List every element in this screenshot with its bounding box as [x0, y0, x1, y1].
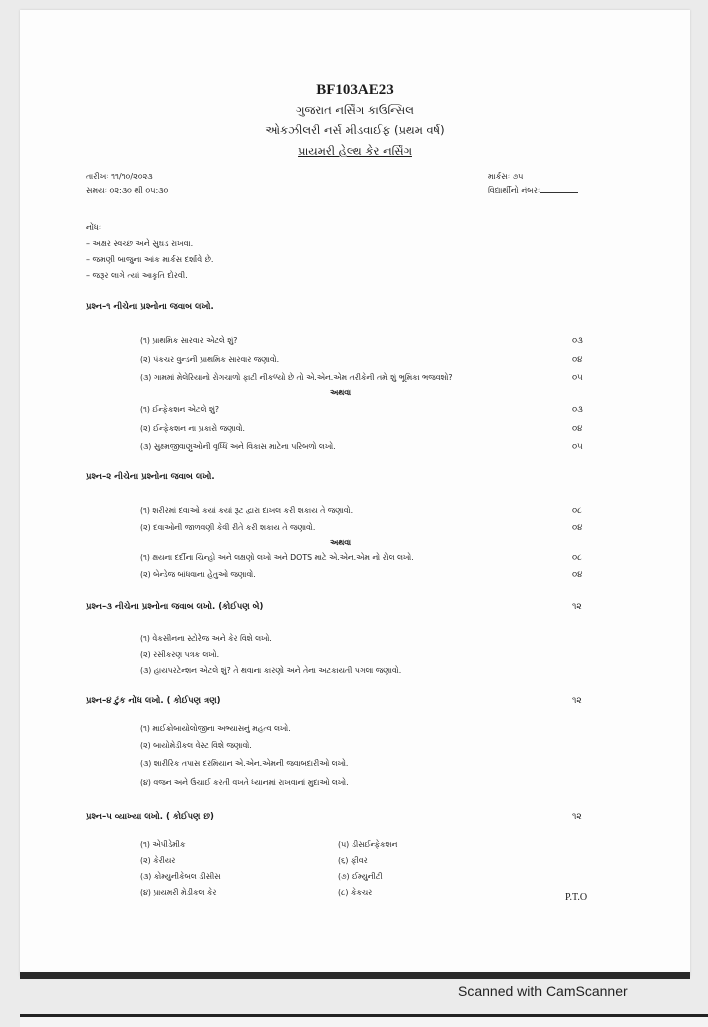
definition-term: (૩) કોમ્યુનીકેબલ ડીસીસ [140, 872, 221, 881]
definition-term: (૨) કેરીયર [140, 856, 176, 865]
note-item: – જરૂર લાગે ત્યાં આકૃતિ દોરવી. [86, 271, 188, 280]
question: (૨) બાયોમેડીકલ વેસ્ટ વિશે જણાવો. [140, 741, 252, 750]
question-marks: ૦૮ [572, 553, 582, 563]
section-marks: ૧૨ [572, 812, 582, 822]
question-marks: ૦૪ [572, 424, 583, 434]
definition-term: (૪) પ્રાયમરી મેડીકલ કેર [140, 888, 217, 897]
course-title: ઓકઝીલરી નર્સ મીડવાઈફ (પ્રથમ વર્ષ) [265, 123, 445, 137]
section-2-title: પ્રશ્ન–૨ નીચેના પ્રશ્નોના જવાબ લખો. [86, 472, 215, 482]
exam-date: તારીખઃ ૧૧/૧૦/૨૦૨૩ [86, 172, 153, 181]
note-item: – અક્ષર સ્વચ્છ અને સુઘડ રાખવા. [86, 239, 194, 248]
question: (૧) શરીરમાં દવાઓ કયાં કયાં રૂટ દ્વારા દાખલ કરી શકાય તે જણાવો. [140, 506, 354, 515]
question: (૧) માઈક્રોબાયોલોજીના અભ્યાસનું મહત્વ લખો. [140, 724, 291, 733]
notes-title: નોંધઃ [86, 223, 102, 232]
question: (૩) ગામમાં મેલેરિયાનો રોગચાળો ફાટી નીકળ્યો છે તો એ.એન.એમ તરીકેની તમે શું ભૂમિકા ભજવશો? [140, 373, 453, 382]
section-4-title: પ્રશ્ન–૪ ટુંક નોંધ લખો. ( કોઈપણ ત્રણ) [86, 696, 221, 706]
question: (૧) ઈન્ફેકશન એટલે શું? [140, 405, 219, 414]
section-marks: ૧૨ [572, 696, 582, 706]
section-3-title: પ્રશ્ન–૩ નીચેના પ્રશ્નોના જવાબ લખો. (કોઈપણ બે) [86, 602, 264, 612]
question-marks: ૦૫ [572, 442, 583, 452]
question-marks: ૦૩ [572, 405, 583, 415]
exam-meta-right [488, 170, 578, 198]
question: (૧) વેકસીનના સ્ટોરેજ અને કેર વિશે લખો. [140, 634, 272, 643]
question-marks: ૦૫ [572, 373, 583, 383]
pto-label: P.T.O [565, 892, 588, 903]
paper-code: BF103AE23 [316, 82, 394, 98]
question-marks: ૦૪ [572, 523, 583, 533]
exam-paper-sheet [20, 10, 690, 976]
question: (૧) પ્રાથમિક સારવાર એટલે શું? [140, 336, 238, 345]
question: (૨) બેન્ડેજ બાંધવાના હેતુઓ જણાવો. [140, 570, 256, 579]
seat-number-line [488, 184, 578, 198]
definition-term: (૬) ફીવર [338, 856, 368, 865]
instructions [86, 220, 213, 284]
section-5-title: પ્રશ્ન–૫ વ્યાખ્યા લખો. ( કોઈપણ છ) [86, 812, 214, 822]
question: (૩) સુક્ષ્મજીવાણુઓની વૃધ્ધિ અને વિકાસ માટેના પરિબળો લખો. [140, 442, 336, 451]
question: (૩) હાયપરટેન્શન એટલે શું? તે થવાના કારણો અને તેના અટકાયતી પગલા જણાવો. [140, 666, 402, 675]
question: (૪) વજન અને ઉંચાઈ કરતી વખતે ધ્યાનમાં રાખવાનાં મુદાઓ લખો. [140, 778, 349, 787]
exam-time: સમયઃ ૦૨:૩૦ થી ૦૫:૩૦ [86, 186, 169, 195]
definition-term: (૮) કેકચર [338, 888, 373, 897]
section-1-title: પ્રશ્ન–૧ નીચેના પ્રશ્નોના જવાબ લખો. [86, 302, 214, 312]
question-marks: ૦૩ [572, 336, 583, 346]
council-name: ગુજરાત નર્સિંગ કાઉન્સિલ [296, 103, 414, 117]
question: (૨) પંકચર વુન્ડની પ્રાથમિક સારવાર જણાવો. [140, 355, 280, 364]
scanner-watermark: Scanned with CamScanner [458, 983, 628, 999]
question: (૨) રસીકરણ પત્રક લખો. [140, 650, 220, 659]
question: (૩) શારીરિક તપાસ દરમિયાન એ.એન.એમની જવાબદારીઓ લખો. [140, 759, 349, 768]
seat-number-blank [540, 184, 578, 193]
or-label: અથવા [330, 388, 351, 397]
exam-meta-left [86, 170, 168, 198]
seat-number-label: વિદ્યાર્થીનો નંબરઃ [488, 186, 541, 195]
definition-term: (૫) ડીસઈન્ફેકશન [338, 840, 398, 849]
definition-term: (૭) ઈમ્યુનીટી [338, 872, 383, 881]
subject-title: પ્રાયમરી હેલ્થ કેર નર્સિંગ [298, 144, 412, 158]
or-label: અથવા [330, 538, 351, 547]
page-bottom-edge [20, 972, 690, 979]
total-marks: માર્કસઃ ૭૫ [488, 172, 524, 181]
section-marks: ૧૨ [572, 602, 582, 612]
note-item: – જમણી બાજુના આંક માર્કસ દર્શાવે છે. [86, 255, 214, 264]
question: (૨) દવાઓની જાળવણી કેવી રીતે કરી શકાય તે જણાવો. [140, 523, 316, 532]
question: (૧) ક્ષયના દર્દીના ચિન્હો અને લક્ષણો લખો અને DOTS માટે એ.એન.એમ નો રોલ લખો. [140, 553, 414, 562]
definition-term: (૧) એપીડેમીક [140, 840, 186, 849]
question-marks: ૦૮ [572, 506, 582, 516]
next-page-edge [20, 1014, 708, 1027]
question: (૨) ઈન્ફેકશન ના પ્રકારો જણાવો. [140, 424, 245, 433]
question-marks: ૦૪ [572, 355, 583, 365]
question-marks: ૦૪ [572, 570, 583, 580]
